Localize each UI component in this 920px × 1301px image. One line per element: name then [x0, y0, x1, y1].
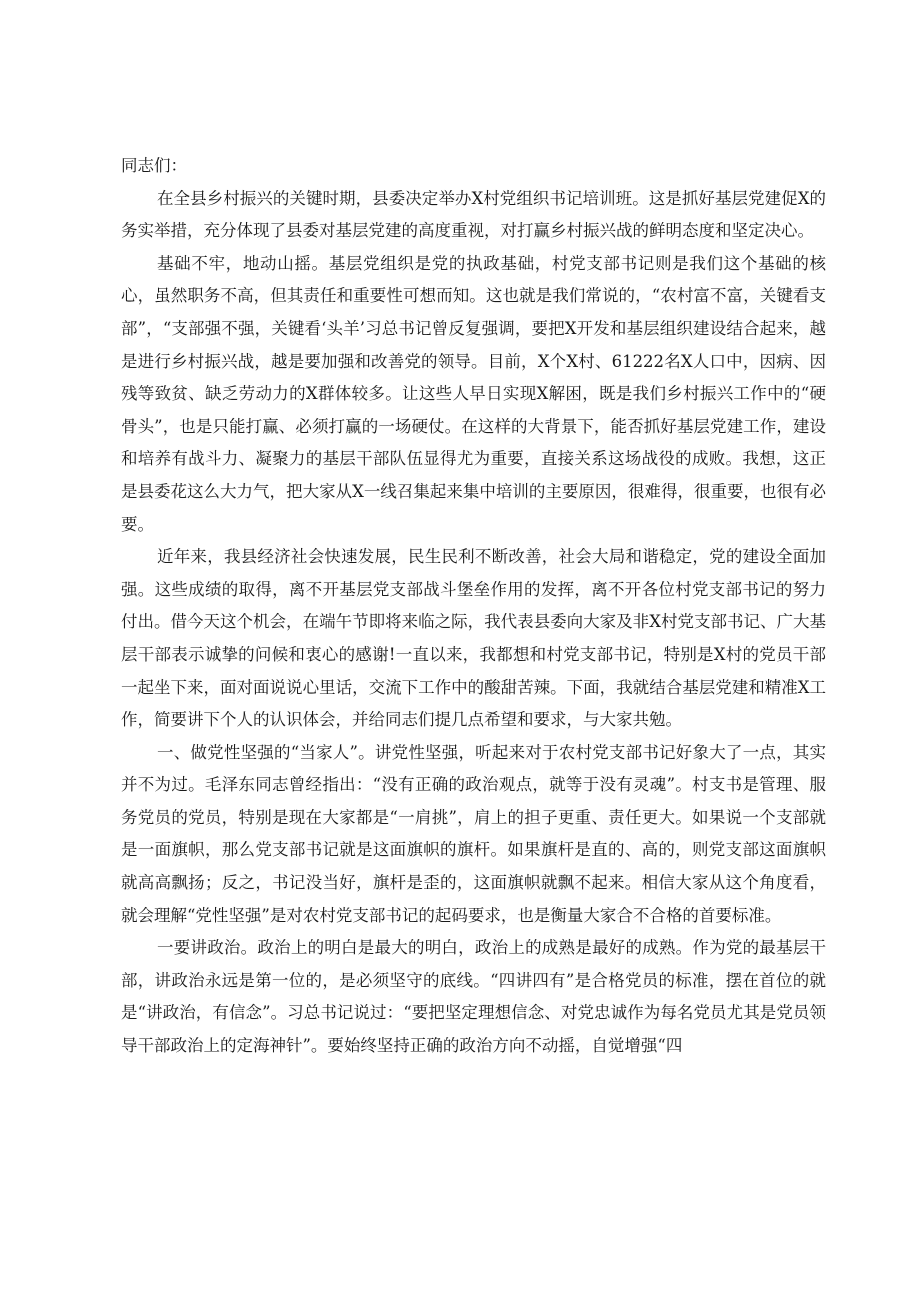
speech-body [121, 150, 826, 1063]
paragraph-section-one: 一、做党性坚强的“当家人”。讲党性坚强，听起来对于农村党支部书记好象大了一点，其实并不为过。毛泽东同志曾经指出：“没有正确的政治观点，就等于没有灵魂”。村支书是管理、服务党员的党员，特别是现在大家都是“一肩挑”，肩上的担子更重、责任更大。如果说一个支部就是一面旗帜，那么党支部书记就是这面旗帜的旗杆。如果旗杆是直的、高的，则党支部这面旗帜就高高飘扬；反之，书记没当好，旗杆是歪的，这面旗帜就飘不起来。相信大家从这个角度看，就会理解“党性坚强”是对农村党支部书记的起码要求，也是衡量大家合不合格的首要标准。 [121, 742, 826, 925]
paragraph-achievements: 近年来，我县经济社会快速发展，民生民利不断改善，社会大局和谐稳定，党的建设全面加强。这些成绩的取得，离不开基层党支部战斗堡垒作用的发挥，离不开各位村党支部书记的努力付出。借今天这个机会，在端午节即将来临之际，我代表县委向大家及非X村党支部书记、广大基层干部表示诚挚的问候和衷心的感谢!一直以来，我都想和村党支部书记，特别是X村的党员干部一起坐下来，面对面说说心里话，交流下工作中的酸甜苦辣。下面，我就结合基层党建和精准X工作，简要讲下个人的认识体会，并给同志们提几点希望和要求，与大家共勉。 [121, 547, 826, 730]
paragraph-politics: 一要讲政治。政治上的明白是最大的明白，政治上的成熟是最好的成熟。作为党的最基层干部，讲政治永远是第一位的，是必须坚守的底线。“四讲四有”是合格党员的标准，摆在首位的就是“讲政治，有信念”。习总书记说过：“要把坚定理想信念、对党忠诚作为每名党员尤其是党员领导干部政治上的定海神针”。要始终坚持正确的政治方向不动摇，自觉增强“四 [121, 938, 826, 1056]
salutation: 同志们： [121, 156, 187, 175]
paragraph-intro: 在全县乡村振兴的关键时期，县委决定举办X村党组织书记培训班。这是抓好基层党建促X的务实举措，充分体现了县委对基层党建的高度重视，对打赢乡村振兴战的鲜明态度和坚定决心。 [121, 188, 826, 241]
paragraph-foundation: 基础不牢，地动山摇。基层党组织是党的执政基础，村党支部书记则是我们这个基础的核心，虽然职务不高，但其责任和重要性可想而知。这也就是我们常说的，“农村富不富，关键看支部”，“支部强不强，关键看‘头羊’习总书记曾反复强调，要把X开发和基层组织建设结合起来，越是进行乡村振兴战，越是要加强和改善党的领导。目前，X个X村、61222名X人口中，因病、因残等致贫、缺乏劳动力的X群体较多。让这些人早日实现X解困，既是我们乡村振兴工作中的“硬骨头”，也是只能打赢、必须打赢的一场硬仗。在这样的大背景下，能否抓好基层党建工作，建设和培养有战斗力、凝聚力的基层干部队伍显得尤为重要，直接关系这场战役的成败。我想，这正是县委花这么大力气，把大家从X一线召集起来集中培训的主要原因，很难得，很重要，也很有必要。 [121, 253, 826, 534]
